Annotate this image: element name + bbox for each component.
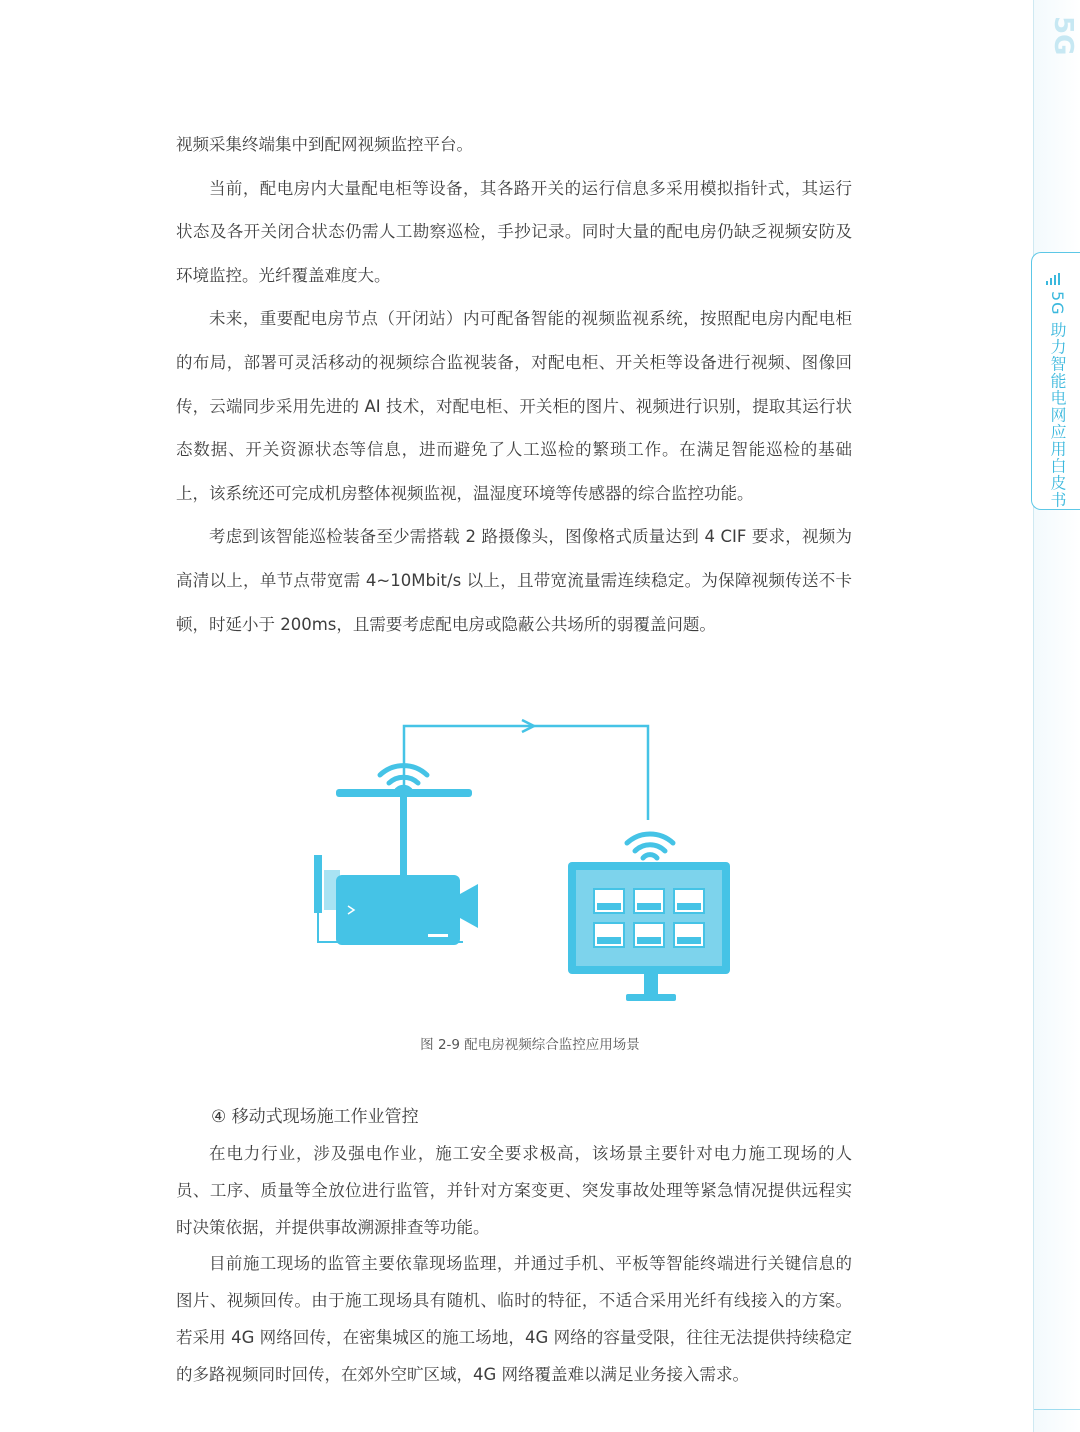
camera-icon xyxy=(314,855,478,945)
monitor-icon xyxy=(568,862,730,1001)
side-divider xyxy=(1034,1409,1080,1410)
signal-bars-icon xyxy=(1046,273,1060,285)
figure-caption: 图 2-9 配电房视频综合监控应用场景 xyxy=(420,1037,640,1053)
antenna-bar xyxy=(336,789,472,797)
top-text-block xyxy=(176,123,852,646)
paragraph: 在电力行业，涉及强电作业，施工安全要求极高，该场景主要针对电力施工现场的人员、工序、质量等全放位进行监管，并针对方案变更、突发事故处理等紧急情况提供远程实时决策依据，并提供事故溯源排查等功能。 xyxy=(176,1144,852,1237)
side-watermark: 5G xyxy=(1048,16,1078,56)
side-strip xyxy=(1033,0,1080,1432)
side-chapter-tab[interactable] xyxy=(1031,252,1080,510)
antenna-mast xyxy=(400,797,407,875)
section-text-block xyxy=(176,1136,852,1394)
paragraph: 当前，配电房内大量配电柜等设备，其各路开关的运行信息多采用模拟指针式，其运行状态及各开关闭合状态仍需人工勘察巡检，手抄记录。同时大量的配电房仍缺乏视频安防及环境监控。光纤覆盖难度大。 xyxy=(176,178,852,285)
paragraph: 考虑到该智能巡检装备至少需搭载 2 路摄像头，图像格式质量达到 4 CIF 要求，视频为高清以上，单节点带宽需 4~10Mbit/s 以上，且带宽流量需连续稳定。为保障视频传送不卡顿，时延小于 200ms，且需要考虑配电房或隐蔽公共场所的弱覆盖问题。 xyxy=(176,527,852,634)
figure-illustration xyxy=(300,712,760,1012)
connection-line xyxy=(404,726,648,820)
side-tab-title: 5G 助力智能电网应用白皮书 xyxy=(1048,291,1067,509)
paragraph: 未来，重要配电房节点（开闭站）内可配备智能的视频监视系统，按照配电房内配电柜的布局，部署可灵活移动的视频综合监视装备，对配电柜、开关柜等设备进行视频、图像回传，云端同步采用先进的 AI 技术，对配电柜、开关柜的图片、视频进行识别，提取其运行状态数据、开关资源状态等信息，进而避免了人工巡检的繁琐工作。在满足智能巡检的基础上，该系统还可完成机房整体视频监视，温湿度环境等传感器的综合监控功能。 xyxy=(176,309,852,503)
wifi-icon-monitor xyxy=(627,834,673,858)
section-heading: ④ 移动式现场施工作业管控 xyxy=(211,1107,419,1127)
paragraph: 视频采集终端集中到配网视频监控平台。 xyxy=(176,135,473,154)
paragraph: 目前施工现场的监管主要依靠现场监理，并通过手机、平板等智能终端进行关键信息的图片、视频回传。由于施工现场具有随机、临时的特征，不适合采用光纤有线接入的方案。若采用 4G 网络回传，在密集城区的施工场地，4G 网络的容量受限，往往无法提供持续稳定的多路视频同时回传，在郊外空旷区域，4G 网络覆盖难以满足业务接入需求。 xyxy=(176,1254,852,1384)
